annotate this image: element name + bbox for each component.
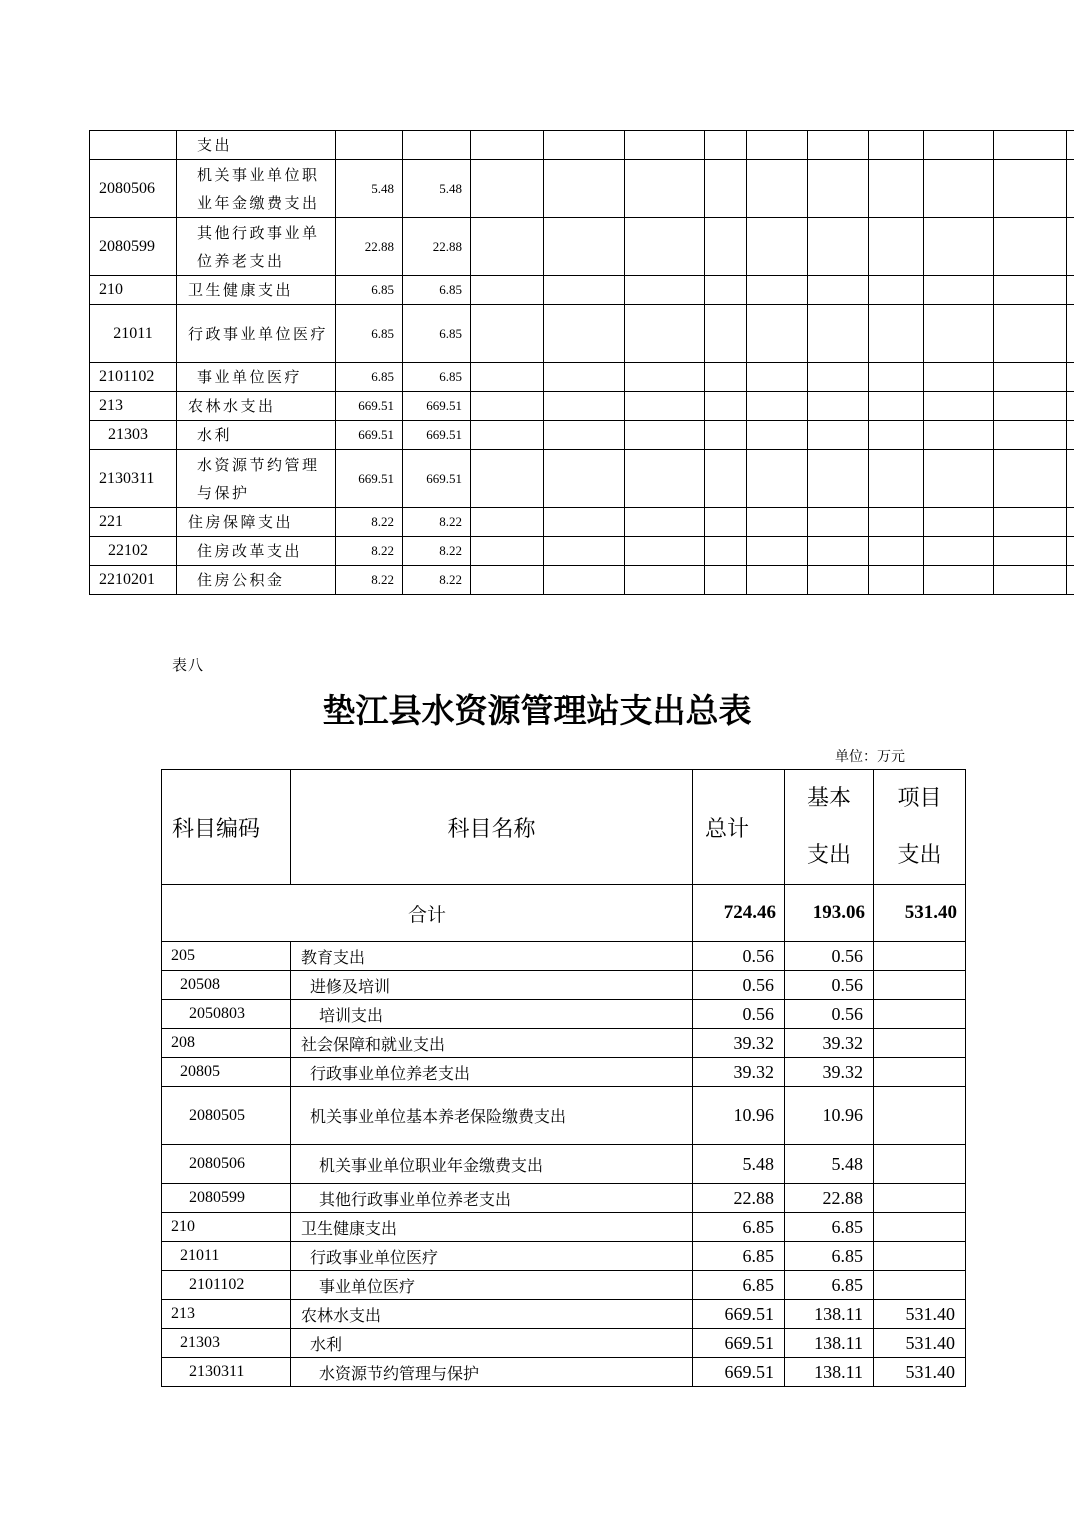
header-project-line2: 支出 <box>897 843 942 868</box>
row-code: 210 <box>162 1213 291 1242</box>
row-code: 2080506 <box>162 1145 291 1184</box>
row-name: 支出 <box>177 131 336 160</box>
row-name: 农林水支出 <box>177 392 336 421</box>
row-total: 6.85 <box>693 1242 785 1271</box>
row-name: 其他行政事业单位养老支出 <box>177 218 336 276</box>
table-row <box>162 1213 966 1242</box>
row-value-b: 8.22 <box>403 537 471 566</box>
row-basic: 0.56 <box>785 1000 874 1029</box>
continuation-table-body <box>90 131 1074 595</box>
row-value-b: 22.88 <box>403 218 471 276</box>
row-code: 2101102 <box>90 363 177 392</box>
header-basic-line2: 支出 <box>806 843 851 868</box>
table-row <box>90 508 1074 537</box>
header-project <box>874 770 966 885</box>
row-value-b: 669.51 <box>403 421 471 450</box>
row-code: 210 <box>90 276 177 305</box>
table-row <box>162 1058 966 1087</box>
header-total: 总计 <box>693 770 785 885</box>
table-number-label: 表八 <box>172 656 205 674</box>
row-project <box>874 1087 966 1145</box>
row-name: 机关事业单位职业年金缴费支出 <box>177 160 336 218</box>
row-code: 21303 <box>90 421 177 450</box>
row-project: 531.40 <box>874 1329 966 1358</box>
table-row <box>162 1087 966 1145</box>
row-name: 其他行政事业单位养老支出 <box>291 1184 693 1213</box>
row-basic: 0.56 <box>785 942 874 971</box>
row-code: 2080599 <box>162 1184 291 1213</box>
row-name: 行政事业单位医疗 <box>177 305 336 363</box>
row-project <box>874 1145 966 1184</box>
row-project <box>874 1000 966 1029</box>
row-value-b: 6.85 <box>403 363 471 392</box>
row-value-a: 8.22 <box>336 537 403 566</box>
row-basic: 6.85 <box>785 1242 874 1271</box>
row-code <box>90 131 177 160</box>
row-code: 205 <box>162 942 291 971</box>
expenditure-summary-table <box>161 769 966 1387</box>
row-code: 2080505 <box>162 1087 291 1145</box>
row-code: 2210201 <box>90 566 177 595</box>
header-basic-line1: 基本 <box>806 786 851 811</box>
row-value-b: 6.85 <box>403 276 471 305</box>
row-name: 水利 <box>177 421 336 450</box>
row-total: 22.88 <box>693 1184 785 1213</box>
row-name: 教育支出 <box>291 942 693 971</box>
table-body <box>162 885 966 1387</box>
row-name: 事业单位医疗 <box>291 1271 693 1300</box>
row-total: 6.85 <box>693 1213 785 1242</box>
header-code: 科目编码 <box>162 770 291 885</box>
row-value-a: 669.51 <box>336 392 403 421</box>
row-code: 2080506 <box>90 160 177 218</box>
row-value-a: 8.22 <box>336 508 403 537</box>
row-name: 卫生健康支出 <box>177 276 336 305</box>
row-value-a: 6.85 <box>336 305 403 363</box>
total-row <box>162 885 966 942</box>
table-row <box>90 276 1074 305</box>
row-value-b: 669.51 <box>403 392 471 421</box>
row-total: 0.56 <box>693 971 785 1000</box>
row-basic: 0.56 <box>785 971 874 1000</box>
row-basic: 39.32 <box>785 1058 874 1087</box>
row-project <box>874 1242 966 1271</box>
table-row <box>162 1300 966 1329</box>
total-project: 531.40 <box>874 885 966 942</box>
row-name: 机关事业单位职业年金缴费支出 <box>291 1145 693 1184</box>
row-name: 机关事业单位基本养老保险缴费支出 <box>291 1087 693 1145</box>
row-name: 社会保障和就业支出 <box>291 1029 693 1058</box>
table-row <box>90 218 1074 276</box>
row-value-a: 22.88 <box>336 218 403 276</box>
row-name: 住房公积金 <box>177 566 336 595</box>
table-row <box>90 566 1074 595</box>
row-total: 669.51 <box>693 1358 785 1387</box>
table-row <box>90 160 1074 218</box>
table-row <box>90 421 1074 450</box>
row-code: 22102 <box>90 537 177 566</box>
table-header <box>162 770 966 885</box>
page-title: 垫江县水资源管理站支出总表 <box>322 691 752 730</box>
row-code: 21011 <box>162 1242 291 1271</box>
row-value-a: 669.51 <box>336 421 403 450</box>
table-row <box>162 1029 966 1058</box>
row-value-a: 8.22 <box>336 566 403 595</box>
row-project <box>874 1213 966 1242</box>
row-project: 531.40 <box>874 1358 966 1387</box>
row-total: 0.56 <box>693 942 785 971</box>
row-project <box>874 942 966 971</box>
row-value-a: 5.48 <box>336 160 403 218</box>
header-project-line1: 项目 <box>897 786 942 811</box>
header-basic <box>785 770 874 885</box>
row-total: 39.32 <box>693 1058 785 1087</box>
row-code: 2130311 <box>90 450 177 508</box>
table-row <box>162 1184 966 1213</box>
row-name: 农林水支出 <box>291 1300 693 1329</box>
continuation-table <box>89 130 1074 595</box>
row-name: 卫生健康支出 <box>291 1213 693 1242</box>
row-code: 208 <box>162 1029 291 1058</box>
row-total: 39.32 <box>693 1029 785 1058</box>
row-code: 20508 <box>162 971 291 1000</box>
row-code: 221 <box>90 508 177 537</box>
row-name: 培训支出 <box>291 1000 693 1029</box>
row-basic: 5.48 <box>785 1145 874 1184</box>
table-row <box>162 1358 966 1387</box>
table-row <box>162 1271 966 1300</box>
total-amount: 724.46 <box>693 885 785 942</box>
row-project: 531.40 <box>874 1300 966 1329</box>
unit-label: 单位：万元 <box>835 749 905 765</box>
row-total: 669.51 <box>693 1300 785 1329</box>
row-name: 水资源节约管理与保护 <box>177 450 336 508</box>
header-name: 科目名称 <box>291 770 693 885</box>
row-value-b: 669.51 <box>403 450 471 508</box>
row-value-a: 6.85 <box>336 276 403 305</box>
row-code: 2050803 <box>162 1000 291 1029</box>
row-value-a: 669.51 <box>336 450 403 508</box>
table-row <box>90 450 1074 508</box>
row-code: 2080599 <box>90 218 177 276</box>
row-project <box>874 1058 966 1087</box>
row-project <box>874 1029 966 1058</box>
row-code: 213 <box>90 392 177 421</box>
row-name: 水资源节约管理与保护 <box>291 1358 693 1387</box>
row-project <box>874 971 966 1000</box>
row-value-a: 6.85 <box>336 363 403 392</box>
row-code: 21303 <box>162 1329 291 1358</box>
row-total: 5.48 <box>693 1145 785 1184</box>
table-row <box>90 363 1074 392</box>
header-row <box>162 770 966 885</box>
row-name: 水利 <box>291 1329 693 1358</box>
row-basic: 138.11 <box>785 1300 874 1329</box>
row-value-b: 6.85 <box>403 305 471 363</box>
row-code: 2130311 <box>162 1358 291 1387</box>
row-total: 10.96 <box>693 1087 785 1145</box>
table-row <box>162 1329 966 1358</box>
row-value-b <box>403 131 471 160</box>
row-name: 住房改革支出 <box>177 537 336 566</box>
table-row <box>162 942 966 971</box>
row-name: 进修及培训 <box>291 971 693 1000</box>
row-value-b: 5.48 <box>403 160 471 218</box>
total-label: 合计 <box>162 885 693 942</box>
row-name: 住房保障支出 <box>177 508 336 537</box>
row-code: 21011 <box>90 305 177 363</box>
row-basic: 6.85 <box>785 1213 874 1242</box>
row-basic: 22.88 <box>785 1184 874 1213</box>
table-row <box>162 1242 966 1271</box>
table-row <box>90 305 1074 363</box>
row-total: 0.56 <box>693 1000 785 1029</box>
table-row <box>162 971 966 1000</box>
row-code: 2101102 <box>162 1271 291 1300</box>
row-total: 669.51 <box>693 1329 785 1358</box>
row-value-b: 8.22 <box>403 508 471 537</box>
row-project <box>874 1271 966 1300</box>
row-project <box>874 1184 966 1213</box>
row-basic: 10.96 <box>785 1087 874 1145</box>
row-value-a <box>336 131 403 160</box>
table-row <box>162 1000 966 1029</box>
total-basic: 193.06 <box>785 885 874 942</box>
table-row <box>90 131 1074 160</box>
row-basic: 138.11 <box>785 1358 874 1387</box>
row-total: 6.85 <box>693 1271 785 1300</box>
row-code: 213 <box>162 1300 291 1329</box>
row-name: 事业单位医疗 <box>177 363 336 392</box>
row-value-b: 8.22 <box>403 566 471 595</box>
table-row <box>90 537 1074 566</box>
row-name: 行政事业单位医疗 <box>291 1242 693 1271</box>
table-row <box>162 1145 966 1184</box>
row-name: 行政事业单位养老支出 <box>291 1058 693 1087</box>
row-basic: 39.32 <box>785 1029 874 1058</box>
row-basic: 138.11 <box>785 1329 874 1358</box>
row-code: 20805 <box>162 1058 291 1087</box>
table-row <box>90 392 1074 421</box>
row-basic: 6.85 <box>785 1271 874 1300</box>
